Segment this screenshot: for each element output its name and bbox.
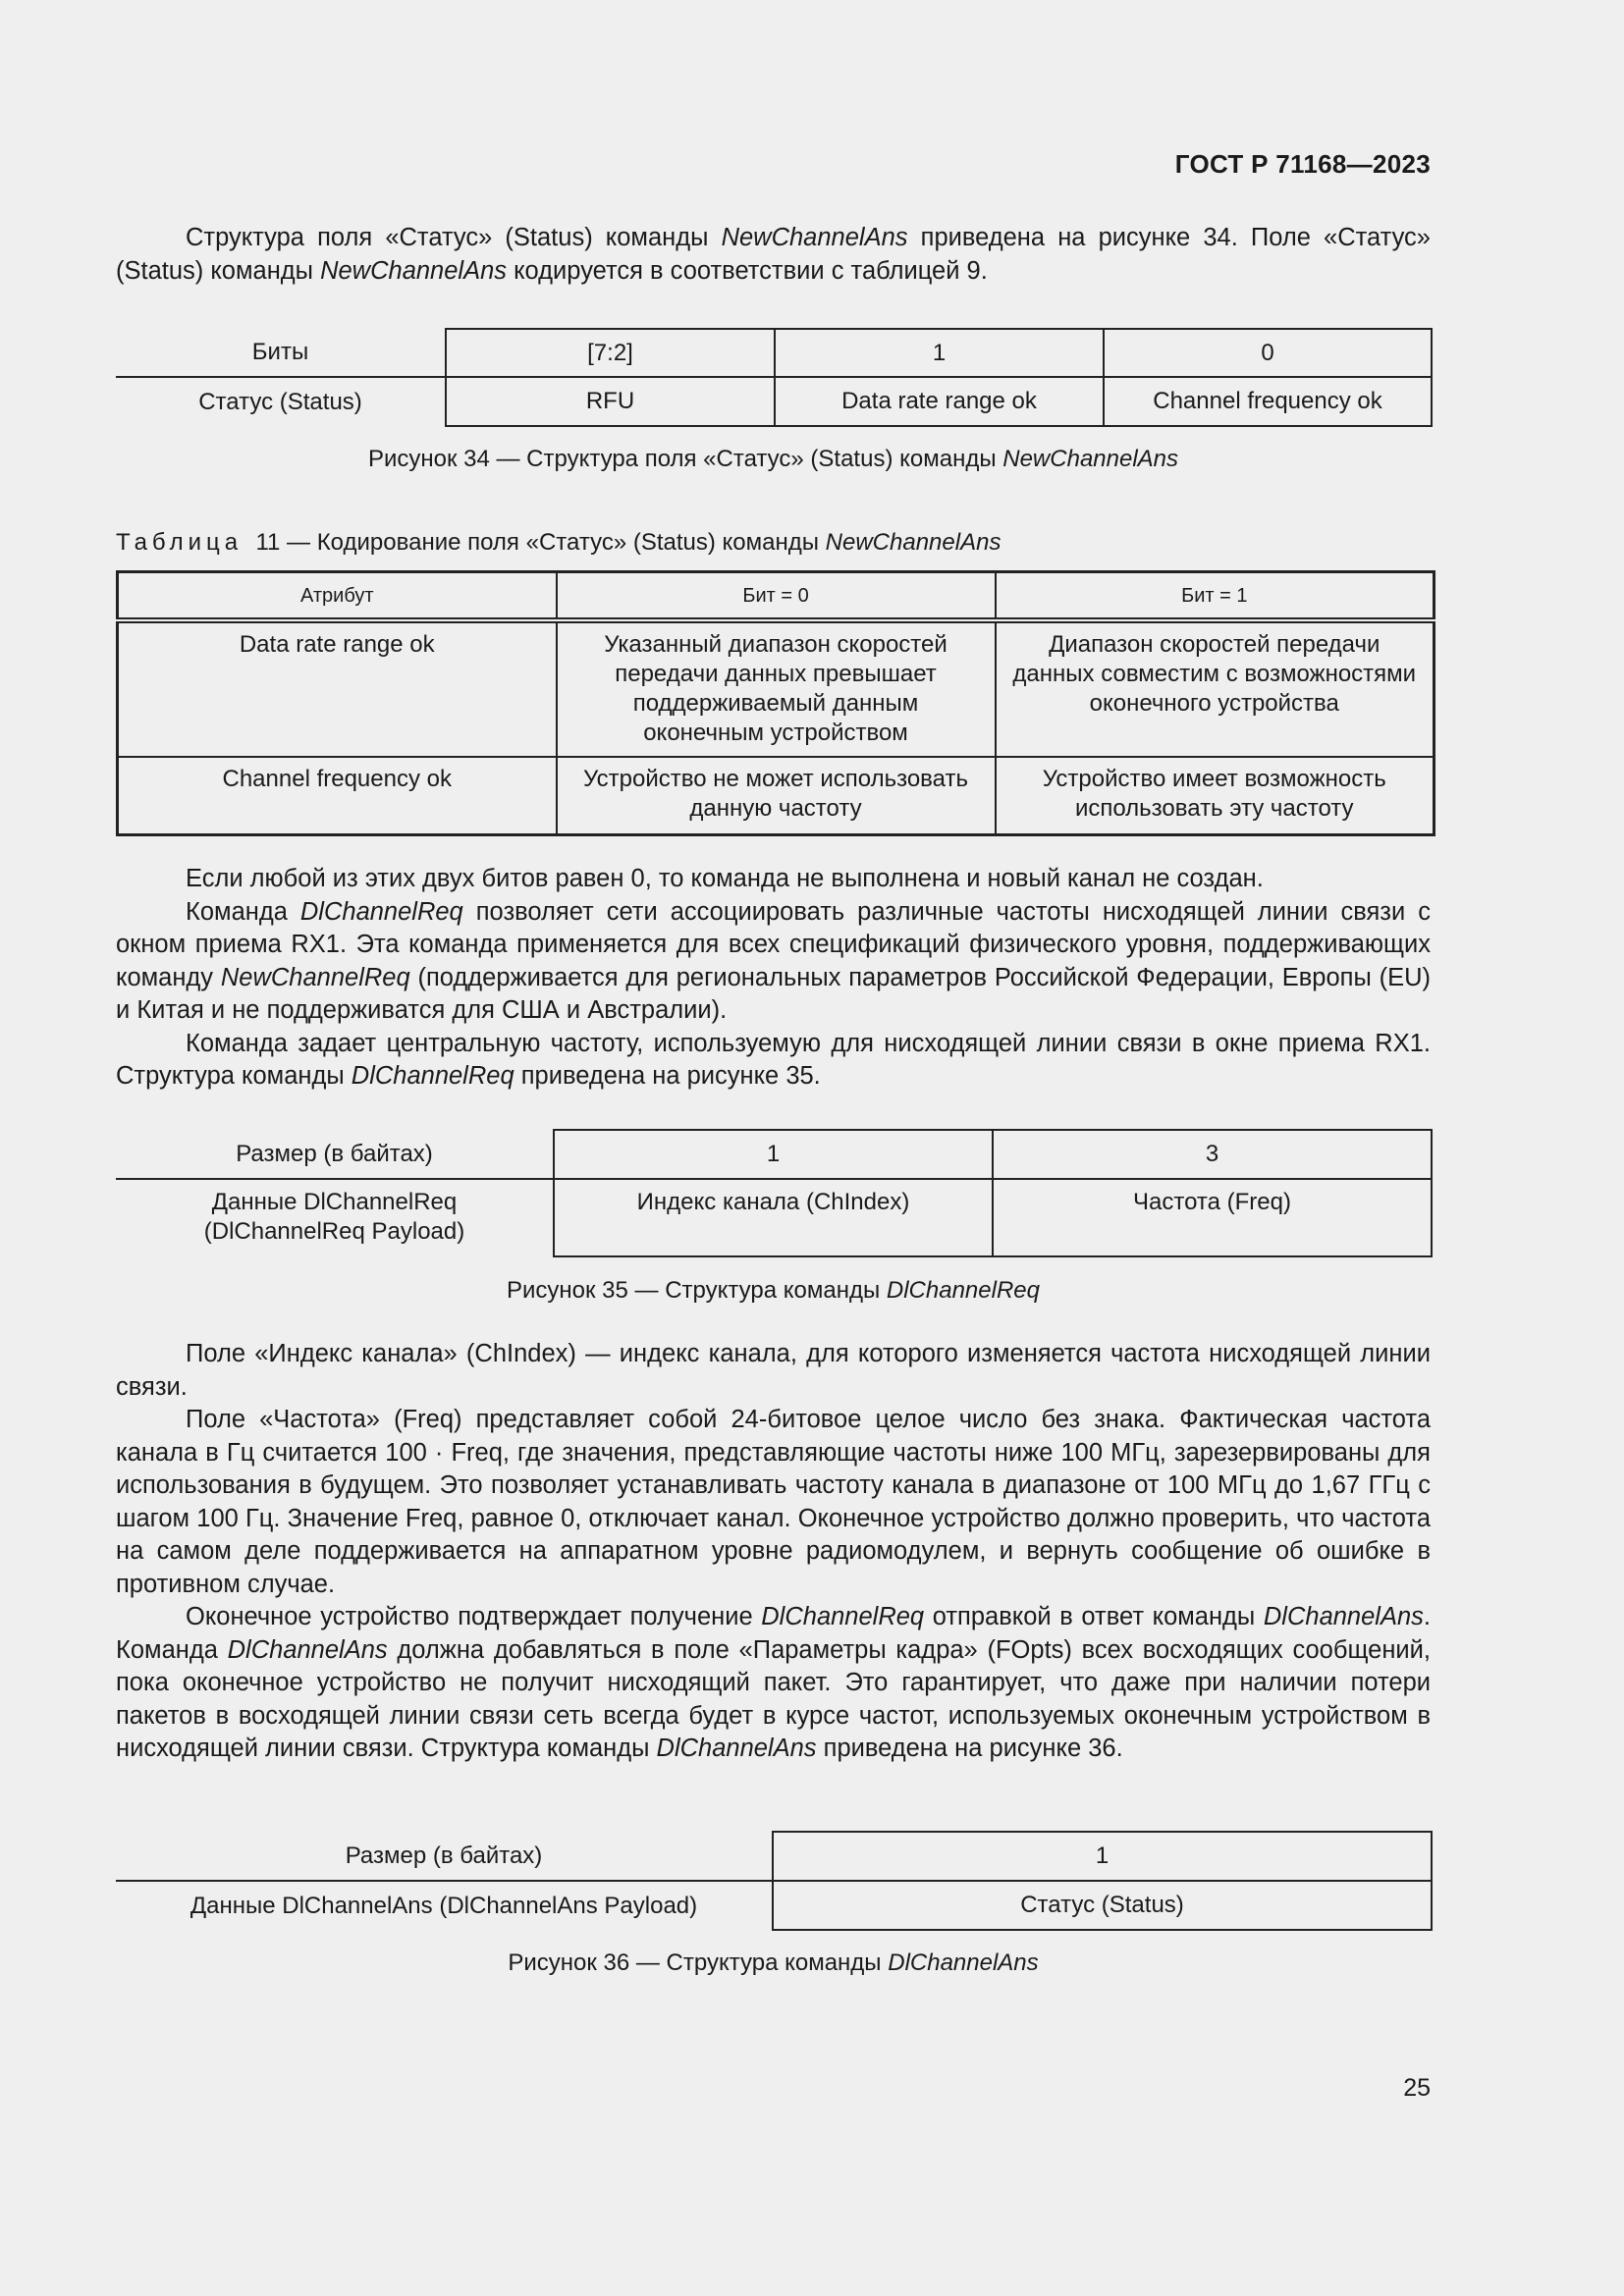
figure-34-row-status xyxy=(116,377,1432,426)
fig35-cell: 3 xyxy=(993,1130,1432,1179)
table-11-header: Бит = 0 xyxy=(557,572,996,621)
paragraph: Поле «Частота» (Freq) представляет собой 24-битовое целое число без знака. Фактическая частота канала в Гц считается 100 · Freq, где значения, представляющие частоты ниже 100 МГц, зарезервированы для использования в будущем. Это позволяет устанавливать частоту канала в диапазоне от 100 МГц до 1,67 ГГц с шагом 100 Гц. Значение Freq, равное 0, отключает канал. Оконечное устройство должно проверить, что частота на самом деле поддерживается на аппаратном уровне радиомодулем, и вернуть сообщение об ошибке в противном случае. xyxy=(116,1406,1431,1598)
figure-35-row-size xyxy=(116,1130,1432,1179)
table-cell: Указанный диапазон скоростей передачи данных превышает поддерживаемый данным оконечным устройством xyxy=(557,620,996,757)
table-11-header-row xyxy=(118,572,1435,621)
fig34-cell: 0 xyxy=(1104,329,1432,377)
document-code: ГОСТ Р 71168—2023 xyxy=(1174,149,1431,179)
figure-36-caption: Рисунок 36 — Структура команды DlChannelAns xyxy=(508,1949,1039,1976)
table-11-title: Таблица 11 — Кодирование поля «Статус» (Status) команды NewChannelAns xyxy=(116,529,1001,556)
page-number: 25 xyxy=(1403,2074,1431,2102)
body-paragraphs-3 xyxy=(116,1338,1431,1766)
figure-36-row-size xyxy=(116,1832,1432,1881)
figure-35-row-data xyxy=(116,1179,1432,1256)
intro-italic-1: NewChannelAns xyxy=(721,224,908,251)
table-cell: Устройство имеет возможность использовать эту частоту xyxy=(996,757,1435,834)
figure-36-row-data xyxy=(116,1881,1432,1930)
paragraph: Поле «Индекс канала» (ChIndex) — индекс канала, для которого изменяется частота нисходящей линии связи. xyxy=(116,1340,1431,1401)
intro-text-3: кодируется в соответствии с таблицей 9. xyxy=(507,256,988,285)
intro-text-1: Структура поля «Статус» (Status) команды xyxy=(186,224,722,251)
fig34-label-status: Статус (Status) xyxy=(116,377,446,426)
table-cell: Диапазон скоростей передачи данных совместим с возможностями оконечного устройства xyxy=(996,620,1435,757)
intro-text-2: приведена на рисунке 34. Поле «Статус» (Status) команды xyxy=(116,224,1431,285)
body-paragraphs-2 xyxy=(116,863,1431,1094)
figure-34-row-bits xyxy=(116,329,1432,377)
fig36-label-data: Данные DlChannelAns (DlChannelAns Payload) xyxy=(116,1881,773,1930)
fig34-cell: RFU xyxy=(446,377,775,426)
figure-35-table xyxy=(116,1129,1433,1257)
fig35-label-data: Данные DlChannelReq (DlChannelReq Payload) xyxy=(116,1179,554,1256)
figure-34-caption: Рисунок 34 — Структура поля «Статус» (Status) команды NewChannelAns xyxy=(367,446,1179,472)
paragraph: Команда задает центральную частоту, используемую для нисходящей линии связи в окне приема RX1. Структура команды DlChannelReq приведена на рисунке 35. xyxy=(116,1029,1431,1090)
table-11-header: Атрибут xyxy=(118,572,557,621)
table-11 xyxy=(116,570,1435,836)
table-cell: Channel frequency ok xyxy=(118,757,557,834)
fig35-label-size: Размер (в байтах) xyxy=(116,1130,554,1179)
table-cell: Data rate range ok xyxy=(118,620,557,757)
table-label: Таблица xyxy=(116,529,244,556)
fig35-cell: Индекс канала (ChIndex) xyxy=(554,1179,993,1256)
intro-paragraph xyxy=(116,222,1431,288)
fig34-cell: 1 xyxy=(775,329,1104,377)
fig35-cell: Частота (Freq) xyxy=(993,1179,1432,1256)
figure-35-caption: Рисунок 35 — Структура команды DlChannelReq xyxy=(507,1277,1040,1304)
fig35-cell: 1 xyxy=(554,1130,993,1179)
table-11-header: Бит = 1 xyxy=(996,572,1435,621)
table-cell: Устройство не может использовать данную частоту xyxy=(557,757,996,834)
fig36-cell: 1 xyxy=(773,1832,1432,1881)
figure-36-table xyxy=(116,1831,1433,1931)
paragraph: Если любой из этих двух битов равен 0, то команда не выполнена и новый канал не создан. xyxy=(186,865,1264,892)
fig34-label-bits: Биты xyxy=(116,329,446,377)
fig36-cell: Статус (Status) xyxy=(773,1881,1432,1930)
paragraph: Команда DlChannelReq позволяет сети ассоциировать различные частоты нисходящей линии связи с окном приема RX1. Эта команда применяется для всех спецификаций физического уровня, поддерживающих команду NewChannelReq (поддерживается для региональных параметров Российской Федерации, Европы (EU) и Китая и не поддерживатся для США и Австралии). xyxy=(116,897,1431,1024)
fig34-cell: [7:2] xyxy=(446,329,775,377)
fig34-cell: Channel frequency ok xyxy=(1104,377,1432,426)
fig34-cell: Data rate range ok xyxy=(775,377,1104,426)
paragraph: Оконечное устройство подтверждает получение DlChannelReq отправкой в ответ команды DlChannelAns. Команда DlChannelAns должна добавляться в поле «Параметры кадра» (FOpts) всех восходящих сообщений, пока оконечное устройство не получит нисходящий пакет. Это гарантирует, что даже при наличии потери пакетов в восходящей линии связи сеть всегда будет в курсе частот, используемых оконечным устройством в нисходящей линии связи. Структура команды DlChannelAns приведена на рисунке 36. xyxy=(116,1603,1431,1762)
fig36-label-size: Размер (в байтах) xyxy=(116,1832,773,1881)
figure-34-table xyxy=(116,328,1433,427)
table-row xyxy=(118,620,1435,757)
intro-italic-2: NewChannelAns xyxy=(320,256,508,285)
table-row xyxy=(118,757,1435,834)
